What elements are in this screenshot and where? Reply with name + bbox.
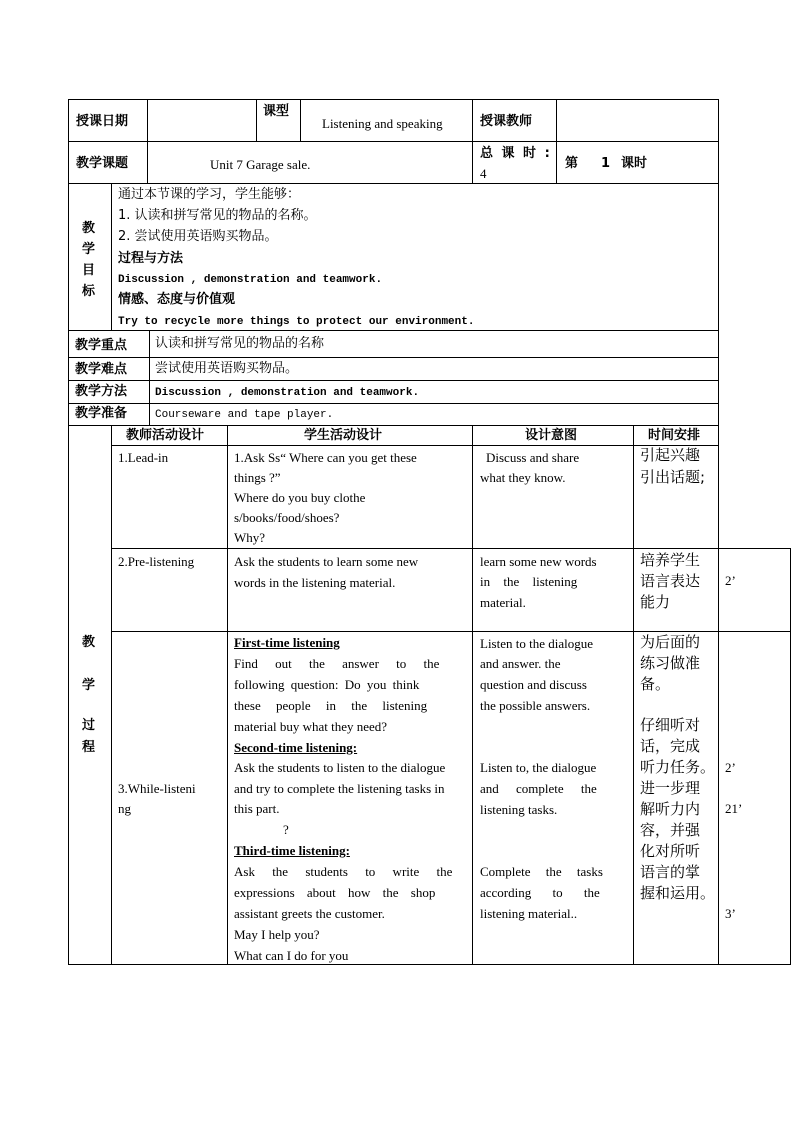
while-intent-line: listening material.. xyxy=(480,906,578,921)
second-listening-line: and try to complete the listening tasks in xyxy=(234,781,445,796)
while-time-line: 练习做准 xyxy=(640,654,701,672)
method-value: Discussion , demonstration and teamwork. xyxy=(155,387,420,399)
step-while-line: ng xyxy=(118,801,131,816)
pre-intent-line: learn some new words xyxy=(480,554,597,569)
while-minutes: 21’ xyxy=(725,801,743,816)
while-time-line: 容，并强 xyxy=(640,821,701,839)
attitude-text: Try to recycle more things to protect our environment. xyxy=(118,316,475,328)
step-prelistening: 2.Pre-listening xyxy=(118,554,195,569)
type-label: 课型 xyxy=(263,104,290,119)
second-listening-title: Second-time listening: xyxy=(234,740,358,755)
objectives-intro: 通过本节课的学习，学生能够： xyxy=(118,187,301,202)
first-listening-line: material buy what they need? xyxy=(234,719,388,734)
while-time-line: 为后面的 xyxy=(640,633,701,651)
third-listening-line: assistant greets the customer. xyxy=(234,906,385,921)
lesson-suffix: 课时 xyxy=(621,156,648,171)
third-listening-line: Ask the students to write the xyxy=(234,864,453,879)
while-intent-line: Listen to the dialogue xyxy=(480,636,594,651)
while-intent-line: Complete the tasks xyxy=(480,864,603,879)
while-time-line: 备。 xyxy=(640,675,671,693)
col-header-student: 学生活动设计 xyxy=(304,428,383,443)
leadin-time-line: 引出话题; xyxy=(640,468,706,486)
pre-student-line: Ask the students to learn some new xyxy=(234,554,419,569)
leadin-student-line: things ?” xyxy=(234,470,281,485)
pre-intent-line: in the listening xyxy=(480,574,578,589)
while-time-line: 解听力内 xyxy=(640,800,701,818)
third-listening-line: What can I do for you xyxy=(234,948,349,963)
method-label: 教学方法 xyxy=(75,384,128,399)
lesson-number: 1 xyxy=(601,156,611,171)
focus-value: 认读和拼写常见的物品的名称 xyxy=(155,336,325,351)
process-method-title: 过程与方法 xyxy=(118,251,184,266)
pre-time-line: 培养学生 xyxy=(640,551,701,569)
while-time-line: 进一步理 xyxy=(640,779,701,797)
date-label: 授课日期 xyxy=(76,114,129,129)
objectives-label-char: 学 xyxy=(82,242,96,257)
while-intent-line: listening tasks. xyxy=(480,802,558,817)
col-header-time: 时间安排 xyxy=(648,428,701,443)
first-listening-line: Find out the answer to the xyxy=(234,656,440,671)
pre-minutes: 2’ xyxy=(725,573,736,588)
leadin-intent-line: Discuss and share xyxy=(486,450,580,465)
third-listening-line: May I help you? xyxy=(234,927,320,942)
prep-label: 教学准备 xyxy=(75,406,128,421)
total-hours-value: 4 xyxy=(480,166,487,181)
first-listening-line: these people in the listening xyxy=(234,698,428,713)
while-time-line: 语言的掌 xyxy=(640,863,701,881)
step-while-line: 3.While-listeni xyxy=(118,781,196,796)
col-header-teacher: 教师活动设计 xyxy=(126,428,205,443)
total-hours-label: 总 课 时 : xyxy=(480,146,552,161)
while-intent-line: and complete the xyxy=(480,781,597,796)
objectives-label-char: 教 xyxy=(82,221,96,236)
lesson-prefix: 第 xyxy=(565,156,579,171)
question-mark: ? xyxy=(283,822,289,837)
process-label-char: 程 xyxy=(82,740,96,755)
while-intent-line: and answer. the xyxy=(480,656,561,671)
process-label-char: 过 xyxy=(82,718,96,733)
difficulty-label: 教学难点 xyxy=(75,362,128,377)
objectives-item-1: 1. 认读和拼写常见的物品的名称。 xyxy=(118,208,317,223)
while-time-line: 仔细听对 xyxy=(640,716,701,734)
while-time-line: 话，完成 xyxy=(640,737,701,755)
objectives-label-char: 标 xyxy=(82,284,96,299)
type-value: Listening and speaking xyxy=(322,116,443,131)
first-listening-title: First-time listening xyxy=(234,635,340,650)
pre-student-line: words in the listening material. xyxy=(234,575,396,590)
while-time-line: 握和运用。 xyxy=(640,884,716,902)
col-header-intent: 设计意图 xyxy=(525,428,578,443)
attitude-title: 情感、态度与价值观 xyxy=(118,292,236,307)
process-label-char: 学 xyxy=(82,678,96,693)
pre-time-line: 能力 xyxy=(640,593,671,611)
difficulty-value: 尝试使用英语购买物品。 xyxy=(155,361,299,376)
third-listening-title: Third-time listening: xyxy=(234,843,350,858)
leadin-student-line: Why? xyxy=(234,530,266,545)
pre-time-line: 语言表达 xyxy=(640,572,701,590)
while-minutes: 2’ xyxy=(725,760,736,775)
while-minutes: 3’ xyxy=(725,906,736,921)
teacher-label: 授课教师 xyxy=(480,114,533,129)
step-leadin: 1.Lead-in xyxy=(118,450,169,465)
first-listening-line: following question: Do you think xyxy=(234,677,420,692)
second-listening-line: Ask the students to listen to the dialogue xyxy=(234,760,446,775)
process-method-text: Discussion , demonstration and teamwork. xyxy=(118,274,383,286)
objectives-label-char: 目 xyxy=(82,263,96,278)
while-intent-line: question and discuss xyxy=(480,677,587,692)
leadin-student-line: s/books/food/shoes? xyxy=(234,510,340,525)
while-intent-line: the possible answers. xyxy=(480,698,591,713)
while-time-line: 化对所听 xyxy=(640,842,701,860)
while-intent-line: according to the xyxy=(480,885,600,900)
leadin-student-line: Where do you buy clothe xyxy=(234,490,366,505)
third-listening-line: expressions about how the shop xyxy=(234,885,436,900)
pre-intent-line: material. xyxy=(480,595,526,610)
leadin-time-line: 引起兴趣 xyxy=(640,446,701,464)
leadin-student-line: 1.Ask Ss“ Where can you get these xyxy=(234,450,417,465)
topic-label: 教学课题 xyxy=(76,156,129,171)
leadin-intent-line: what they know. xyxy=(480,470,566,485)
while-intent-line: Listen to, the dialogue xyxy=(480,760,597,775)
topic-value: Unit 7 Garage sale. xyxy=(210,157,311,172)
second-listening-line: this part. xyxy=(234,801,280,816)
process-label-char: 教 xyxy=(82,635,96,650)
focus-label: 教学重点 xyxy=(75,338,128,353)
prep-value: Courseware and tape player. xyxy=(155,409,334,421)
while-time-line: 听力任务。 xyxy=(640,758,716,776)
objectives-item-2: 2. 尝试使用英语购买物品。 xyxy=(118,229,278,244)
